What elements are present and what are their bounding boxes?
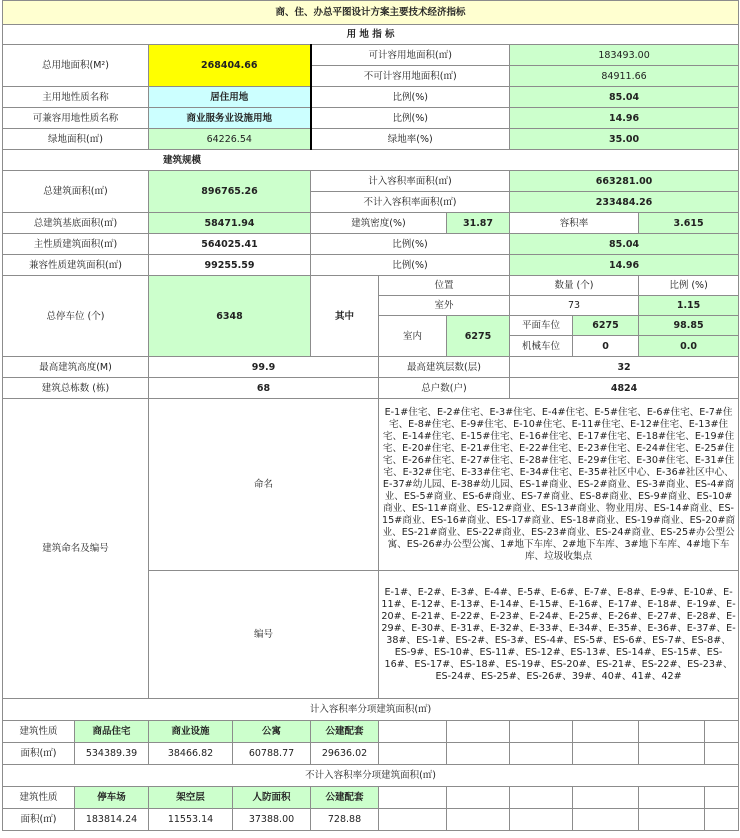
far-type-3: 公建配套 (311, 721, 379, 743)
buildable-land-label: 可计容用地面积(㎡) (311, 45, 510, 66)
max-height-value: 99.9 (149, 357, 379, 378)
parking-outdoor-label: 室外 (379, 296, 510, 316)
compat-building-area-label: 兼容性质建筑面积(㎡) (3, 255, 149, 276)
empty-cell (573, 787, 639, 809)
section-build-header: 建筑规模 (3, 150, 739, 171)
empty-cell (379, 743, 447, 765)
far-type-0: 商品住宅 (75, 721, 149, 743)
green-rate-value: 35.00 (510, 129, 739, 150)
empty-cell (379, 721, 447, 743)
parking-indoor-value: 6275 (447, 316, 510, 357)
parking-flat-count: 6275 (573, 316, 639, 336)
empty-cell (639, 743, 705, 765)
parking-outdoor-count: 73 (510, 296, 639, 316)
parking-mech-label: 机械车位 (510, 336, 573, 357)
far-label: 容积率 (510, 213, 639, 234)
empty-cell (447, 787, 510, 809)
units-value: 4824 (510, 378, 739, 399)
non-far-area-label: 不计入容积率面积(㎡) (311, 192, 510, 213)
total-land-area-label: 总用地面积(M²) (3, 45, 149, 87)
density-value: 31.87 (447, 213, 510, 234)
non-buildable-land-label: 不可计容用地面积(㎡) (311, 66, 510, 87)
nonfar-area-3: 728.88 (311, 809, 379, 831)
green-area-value: 64226.54 (149, 129, 311, 150)
parking-indoor-label: 室内 (379, 316, 447, 357)
secondary-use-label: 可兼容用地性质名称 (3, 108, 149, 129)
main-building-area-value: 564025.41 (149, 234, 311, 255)
secondary-use-ratio-label: 比例(%) (311, 108, 510, 129)
far-area-label: 计入容积率面积(㎡) (311, 171, 510, 192)
far-type-label: 建筑性质 (3, 721, 75, 743)
empty-cell (573, 721, 639, 743)
total-building-area-label: 总建筑面积(㎡) (3, 171, 149, 213)
main-use-ratio-value: 85.04 (510, 87, 739, 108)
empty-cell (510, 743, 573, 765)
naming-label: 建筑命名及编号 (3, 399, 149, 699)
naming-name-label: 命名 (149, 399, 379, 571)
nonfar-type-1: 架空层 (149, 787, 233, 809)
green-rate-label: 绿地率(%) (311, 129, 510, 150)
building-count-value: 68 (149, 378, 379, 399)
parking-total-label: 总停车位 (个) (3, 276, 149, 357)
non-buildable-land-value: 84911.66 (510, 66, 739, 87)
total-land-area-value: 268404.66 (149, 45, 311, 87)
far-area-0: 534389.39 (75, 743, 149, 765)
empty-cell (639, 721, 705, 743)
main-building-area-label: 主性质建筑面积(㎡) (3, 234, 149, 255)
nonfar-type-2: 人防面积 (233, 787, 311, 809)
parking-total-value: 6348 (149, 276, 311, 357)
max-height-label: 最高建筑高度(M) (3, 357, 149, 378)
empty-cell (379, 787, 447, 809)
empty-cell (510, 809, 573, 831)
empty-cell (447, 809, 510, 831)
parking-flat-ratio: 98.85 (639, 316, 739, 336)
nonfar-area-2: 37388.00 (233, 809, 311, 831)
tech-economic-table (2, 0, 739, 831)
main-use-value: 居住用地 (149, 87, 311, 108)
naming-code-text: E-1#、E-2#、E-3#、E-4#、E-5#、E-6#、E-7#、E-8#、E-9#、E-10#、E-11#、E-12#、E-13#、E-14#、E-15#、E-16#、E-17#、E-18#、E-19#、E-20#、E-21#、E-22#、E-23#、E-24#、E-25#、E-26#、E-27#、E-28#、E-29#、E-30#、E-31#、E-32#、E-33#、E-34#、E-35#、E-36#、E-37#、E-38#、ES-1#、ES-2#、ES-3#、ES-4#、ES-5#、ES-6#、ES-7#、ES-8#、ES-9#、ES-10#、ES-11#、ES-12#、ES-13#、ES-14#、ES-15#、ES-16#、ES-17#、ES-18#、ES-19#、ES-20#、ES-21#、ES-22#、ES-23#、ES-24#、ES-25#、ES-26#、39#、40#、41#、42# (379, 571, 739, 699)
table-title: 商、住、办总平图设计方案主要技术经济指标 (3, 1, 739, 25)
empty-cell (379, 809, 447, 831)
green-area-label: 绿地面积(㎡) (3, 129, 149, 150)
far-area-1: 38466.82 (149, 743, 233, 765)
main-building-ratio-label: 比例(%) (311, 234, 510, 255)
nonfar-area-0: 183814.24 (75, 809, 149, 831)
nonfar-breakdown-title: 不计入容积率分项建筑面积(㎡) (3, 765, 739, 787)
total-building-area-value: 896765.26 (149, 171, 311, 213)
parking-of-which: 其中 (311, 276, 379, 357)
empty-cell (447, 743, 510, 765)
nonfar-type-3: 公建配套 (311, 787, 379, 809)
parking-flat-label: 平面车位 (510, 316, 573, 336)
nonfar-type-label: 建筑性质 (3, 787, 75, 809)
main-use-label: 主用地性质名称 (3, 87, 149, 108)
far-breakdown-title: 计入容积率分项建筑面积(㎡) (3, 699, 739, 721)
density-label: 建筑密度(%) (311, 213, 447, 234)
empty-cell (639, 787, 705, 809)
compat-building-area-value: 99255.59 (149, 255, 311, 276)
far-type-2: 公寓 (233, 721, 311, 743)
empty-cell (705, 787, 739, 809)
empty-cell (705, 743, 739, 765)
base-area-value: 58471.94 (149, 213, 311, 234)
parking-count-header: 数量 (个) (510, 276, 639, 296)
parking-mech-count: 0 (573, 336, 639, 357)
nonfar-area-1: 11553.14 (149, 809, 233, 831)
far-type-1: 商业设施 (149, 721, 233, 743)
empty-cell (705, 809, 739, 831)
building-count-label: 建筑总栋数 (栋) (3, 378, 149, 399)
empty-cell (705, 721, 739, 743)
parking-ratio-header: 比例 (%) (639, 276, 739, 296)
naming-code-label: 编号 (149, 571, 379, 699)
main-use-ratio-label: 比例(%) (311, 87, 510, 108)
naming-name-text: E-1#住宅、E-2#住宅、E-3#住宅、E-4#住宅、E-5#住宅、E-6#住宅、E-7#住宅、E-8#住宅、E-9#住宅、E-10#住宅、E-11#住宅、E-12#住宅、E-13#住宅、E-14#住宅、E-15#住宅、E-16#住宅、E-17#住宅、E-18#住宅、E-19#住宅、E-20#住宅、E-21#住宅、E-22#住宅、E-23#住宅、E-24#住宅、E-25#住宅、E-26#住宅、E-27#住宅、E-28#住宅、E-29#住宅、E-30#住宅、E-31#住宅、E-32#住宅、E-33#住宅、E-34#住宅、E-35#社区中心、E-36#社区中心、E-37#幼儿园、E-38#幼儿园、ES-1#商业、ES-2#商业、ES-3#商业、ES-4#商业、ES-5#商业、ES-6#商业、ES-7#商业、ES-8#商业、ES-9#商业、ES-10#商业、ES-11#商业、ES-12#商业、ES-13#商业、物业用房、ES-14#商业、ES-15#商业、ES-16#商业、ES-17#商业、ES-18#商业、ES-19#商业、ES-20#商业、ES-21#商业、ES-22#商业、ES-23#商业、ES-24#商业、ES-25#办公型公寓、ES-26#办公型公寓、1#地下车库、2#地下车库、3#地下车库、4#地下车库、垃圾收集点 (379, 399, 739, 571)
max-floors-value: 32 (510, 357, 739, 378)
empty-cell (573, 809, 639, 831)
far-area-value: 663281.00 (510, 171, 739, 192)
buildable-land-value: 183493.00 (510, 45, 739, 66)
far-area-3: 29636.02 (311, 743, 379, 765)
units-label: 总户数(户) (379, 378, 510, 399)
non-far-area-value: 233484.26 (510, 192, 739, 213)
far-value: 3.615 (639, 213, 739, 234)
far-area-row-label: 面积(㎡) (3, 743, 75, 765)
empty-cell (510, 721, 573, 743)
compat-building-ratio-value: 14.96 (510, 255, 739, 276)
max-floors-label: 最高建筑层数(层) (379, 357, 510, 378)
compat-building-ratio-label: 比例(%) (311, 255, 510, 276)
base-area-label: 总建筑基底面积(㎡) (3, 213, 149, 234)
nonfar-area-row-label: 面积(㎡) (3, 809, 75, 831)
empty-cell (573, 743, 639, 765)
empty-cell (447, 721, 510, 743)
empty-cell (510, 787, 573, 809)
section-land-header: 用 地 指 标 (3, 25, 739, 45)
parking-mech-ratio: 0.0 (639, 336, 739, 357)
far-area-2: 60788.77 (233, 743, 311, 765)
parking-position-header: 位置 (379, 276, 510, 296)
nonfar-type-0: 停车场 (75, 787, 149, 809)
parking-outdoor-ratio: 1.15 (639, 296, 739, 316)
empty-cell (639, 809, 705, 831)
secondary-use-value: 商业服务业设施用地 (149, 108, 311, 129)
secondary-use-ratio-value: 14.96 (510, 108, 739, 129)
main-building-ratio-value: 85.04 (510, 234, 739, 255)
